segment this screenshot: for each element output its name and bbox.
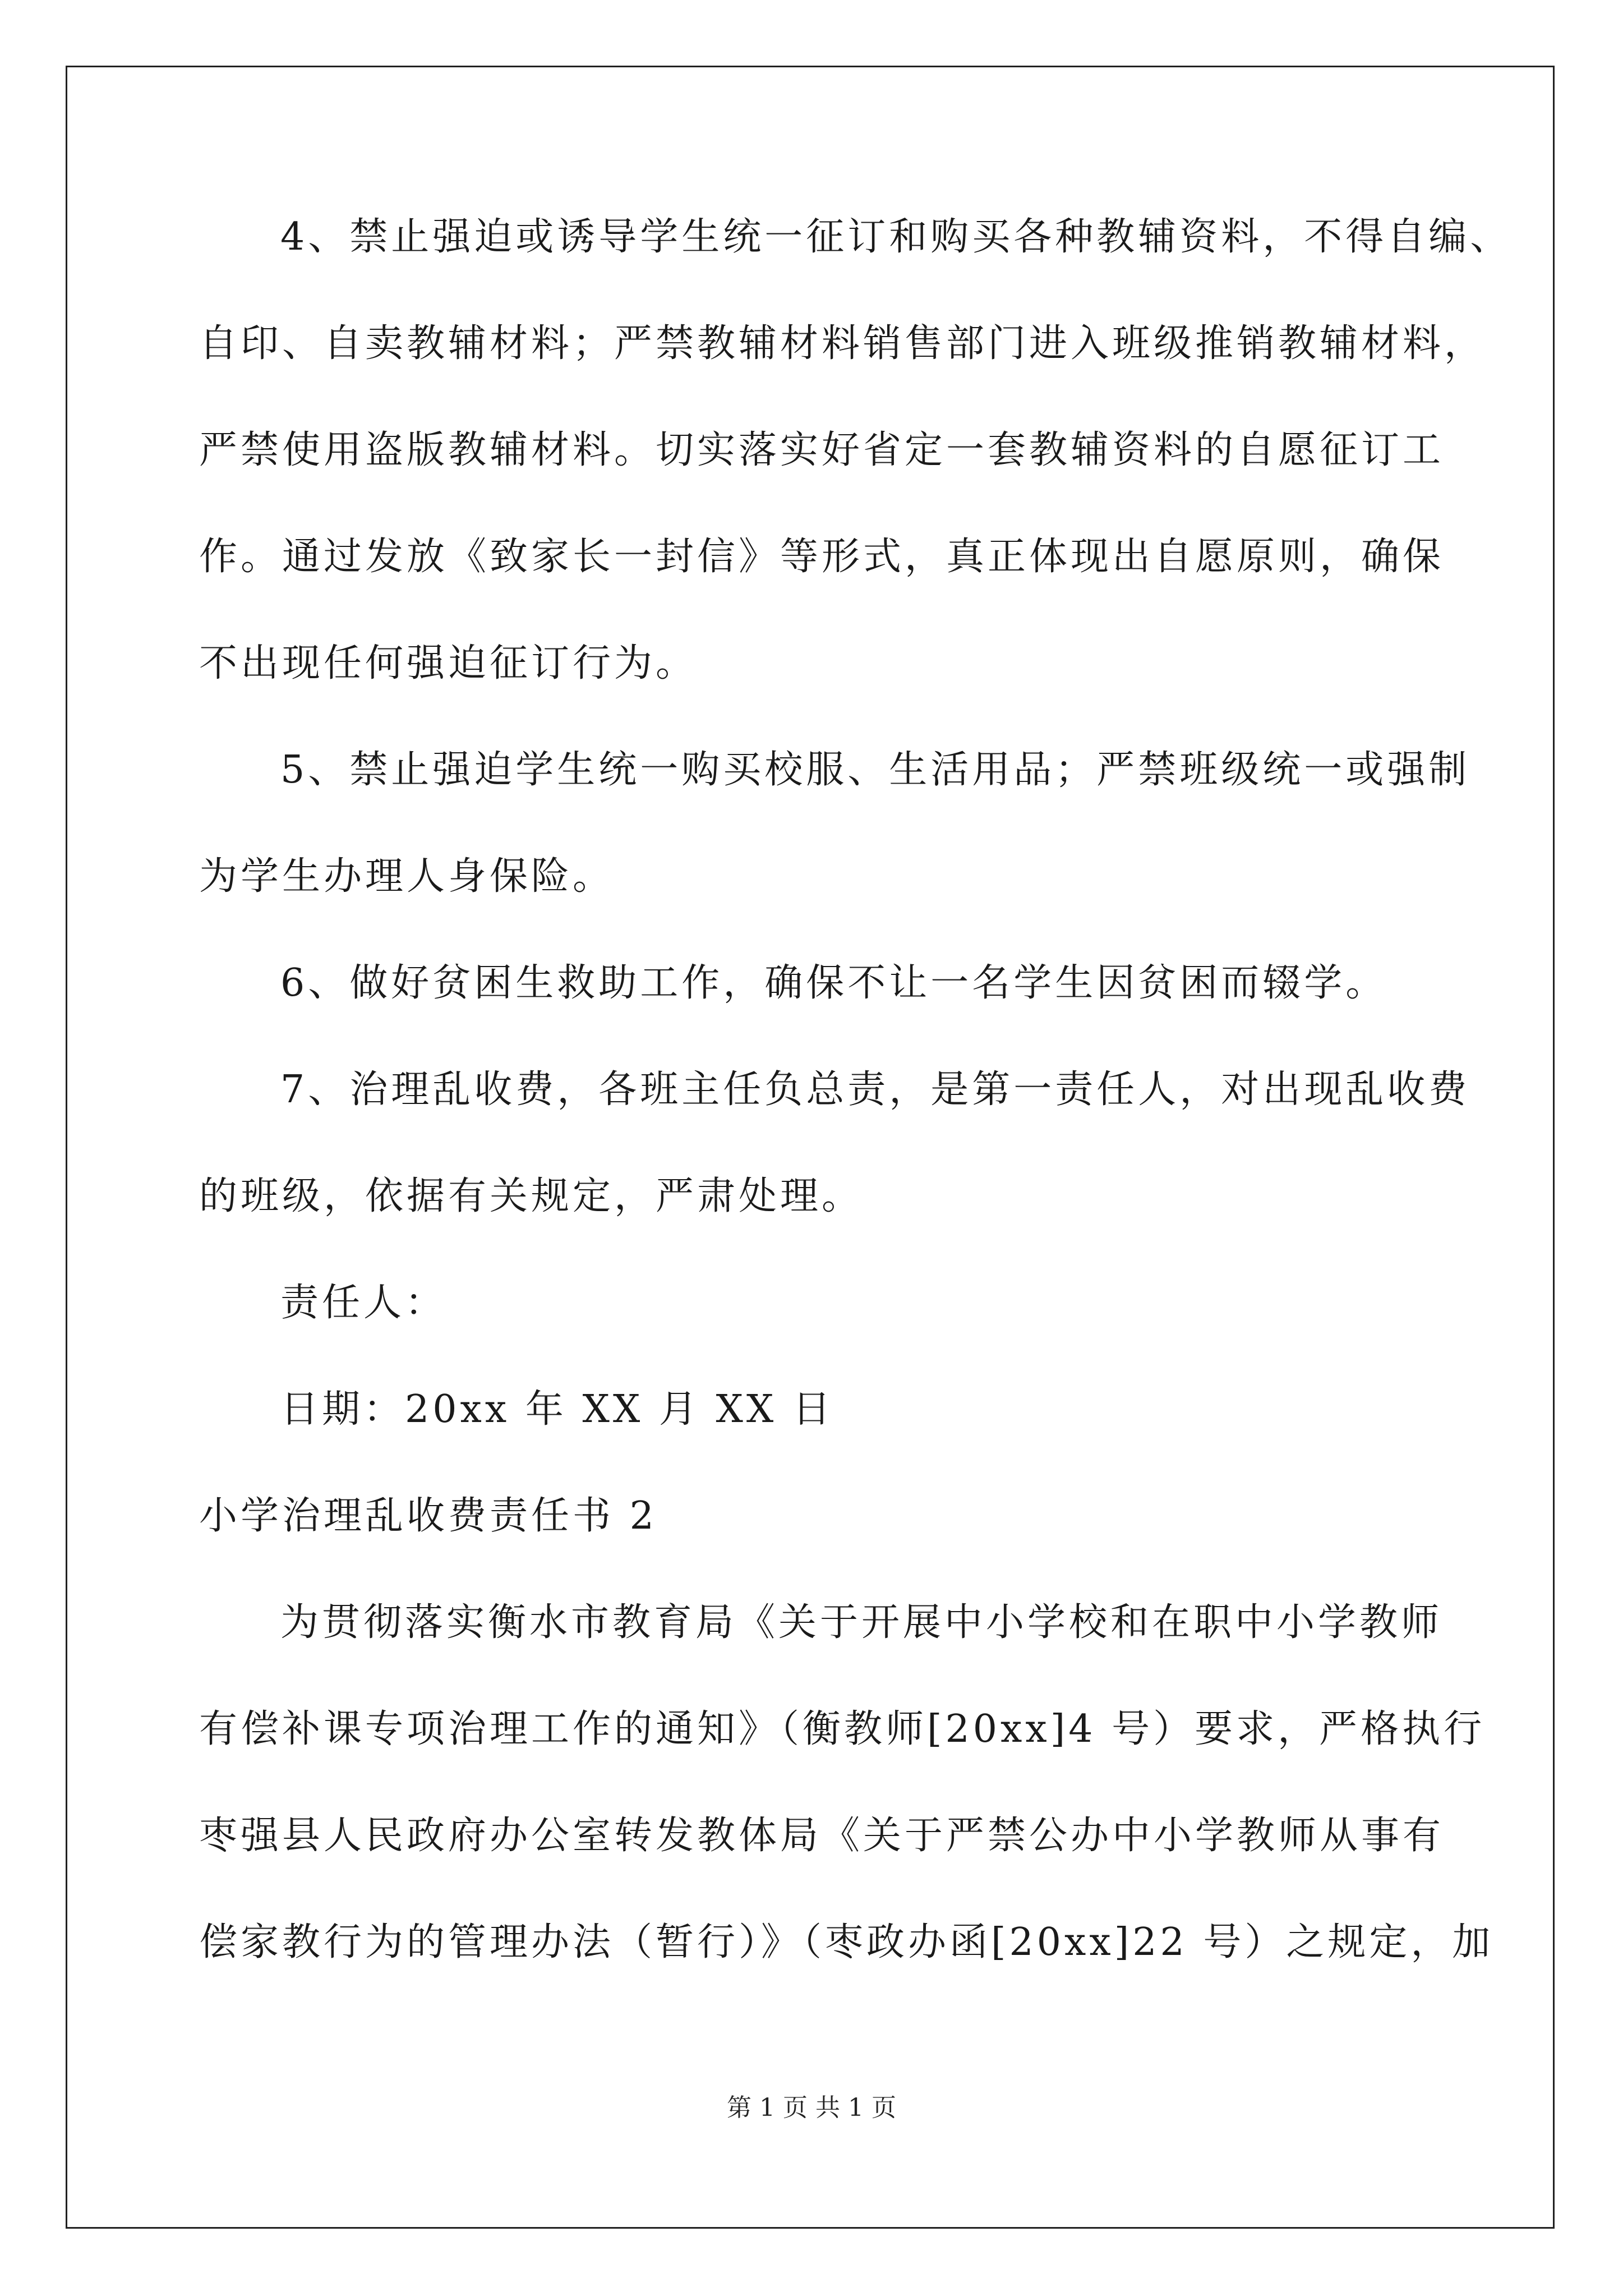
paragraph-5-line-2: 为学生办理人身保险。 (199, 854, 615, 899)
paragraph-7-line-2: 的班级，依据有关规定，严肃处理。 (199, 1174, 864, 1218)
paragraph-5-line-1: 5、禁止强迫学生统一购买校服、生活用品；严禁班级统一或强制 (280, 748, 1470, 792)
paragraph-4-line-2: 自印、自卖教辅材料；严禁教辅材料销售部门进入班级推销教辅材料， (199, 321, 1486, 366)
paragraph-b-line-1: 为贯彻落实衡水市教育局《关于开展中小学校和在职中小学教师 (280, 1600, 1443, 1645)
page-footer: 第 1 页 共 1 页 (727, 2093, 896, 2122)
date-line: 日期：20xx 年 XX 月 XX 日 (280, 1387, 834, 1432)
paragraph-4-line-5: 不出现任何强迫征订行为。 (199, 641, 698, 685)
paragraph-6-line-1: 6、做好贫困生救助工作，确保不让一名学生因贫困而辍学。 (280, 961, 1387, 1005)
responsible-person-label: 责任人： (280, 1281, 447, 1325)
paragraph-7-line-1: 7、治理乱收费，各班主任负总责，是第一责任人，对出现乱收费 (280, 1068, 1470, 1112)
section-title: 小学治理乱收费责任书 2 (199, 1494, 657, 1538)
paragraph-4-line-4: 作。通过发放《致家长一封信》等形式，真正体现出自愿原则，确保 (199, 535, 1445, 579)
paragraph-4-line-1: 4、禁止强迫或诱导学生统一征订和购买各种教辅资料，不得自编、 (280, 215, 1512, 259)
page-border (66, 66, 1555, 2229)
paragraph-b-line-4: 偿家教行为的管理办法（暂行）》（枣政办函[20xx]22 号）之规定，加 (199, 1920, 1494, 1964)
paragraph-b-line-2: 有偿补课专项治理工作的通知》（衡教师[20xx]4 号）要求，严格执行 (199, 1707, 1486, 1751)
paragraph-4-line-3: 严禁使用盗版教辅材料。切实落实好省定一套教辅资料的自愿征订工 (199, 428, 1445, 472)
paragraph-b-line-3: 枣强县人民政府办公室转发教体局《关于严禁公办中小学教师从事有 (199, 1814, 1445, 1858)
